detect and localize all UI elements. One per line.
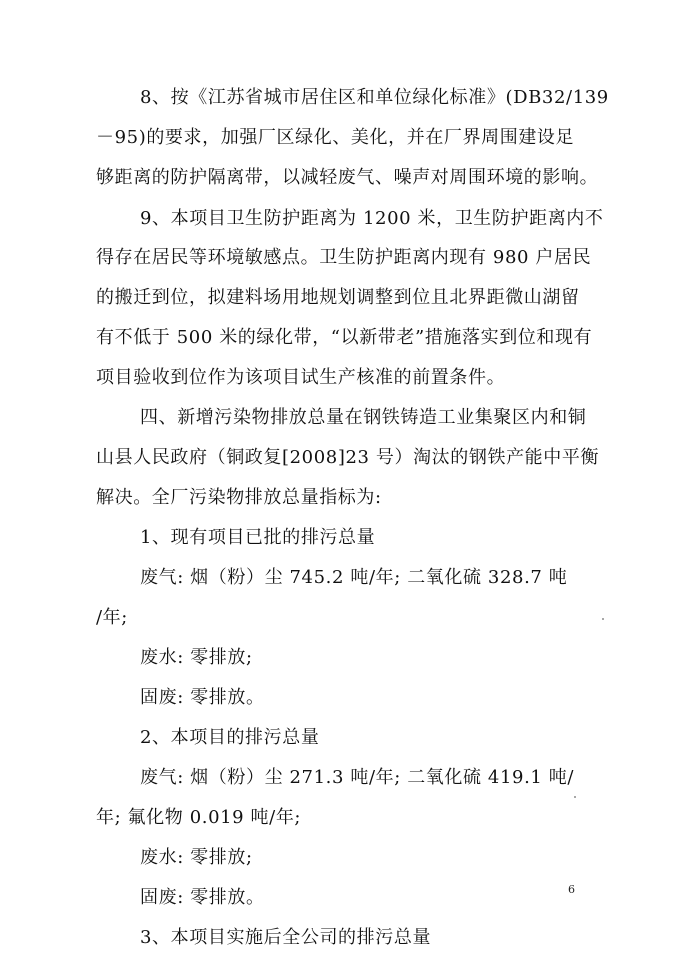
text-line: －95)的要求，加强厂区绿化、美化，并在厂界周围建设足 (96, 127, 575, 148)
scan-speck (602, 618, 604, 620)
text-line: 3、本项目实施后全公司的排污总量 (140, 927, 432, 948)
text-line: 四、新增污染物排放总量在钢铁铸造工业集聚区内和铜 (140, 407, 587, 428)
text-line: 8、按《江苏省城市居住区和单位绿化标准》(DB32/139 (140, 87, 609, 108)
text-line: 年; 氟化物 0.019 吨/年; (96, 807, 302, 828)
text-line: 山县人民政府（铜政复[2008]23 号）淘汰的钢铁产能中平衡 (96, 447, 600, 468)
text-line: 1、现有项目已批的排污总量 (140, 527, 376, 548)
text-line: 固废: 零排放。 (140, 887, 265, 908)
text-line: 的搬迁到位，拟建料场用地规划调整到位且北界距微山湖留 (96, 287, 580, 308)
text-line: 固废: 零排放。 (140, 687, 265, 708)
page-number: 6 (568, 883, 575, 896)
text-line: 废气: 烟（粉）尘 271.3 吨/年; 二氧化硫 419.1 吨/ (140, 767, 575, 788)
text-line: 得存在居民等环境敏感点。卫生防护距离内现有 980 户居民 (96, 247, 592, 268)
text-line: 解决。全厂污染物排放总量指标为: (96, 487, 382, 508)
text-line: 废气: 烟（粉）尘 745.2 吨/年; 二氧化硫 328.7 吨 (140, 567, 568, 588)
text-line: 废水: 零排放; (140, 847, 253, 868)
text-line: 有不低于 500 米的绿化带，“以新带老”措施落实到位和现有 (96, 327, 593, 348)
scan-speck (574, 796, 576, 798)
text-line: /年; (96, 607, 128, 628)
text-line: 9、本项目卫生防护距离为 1200 米，卫生防护距离内不 (140, 208, 604, 229)
text-line: 2、本项目的排污总量 (140, 727, 320, 748)
text-line: 够距离的防护隔离带，以减轻废气、噪声对周围环境的影响。 (96, 167, 599, 188)
text-line: 项目验收到位作为该项目试生产核准的前置条件。 (96, 367, 506, 388)
text-line: 废水: 零排放; (140, 647, 253, 668)
